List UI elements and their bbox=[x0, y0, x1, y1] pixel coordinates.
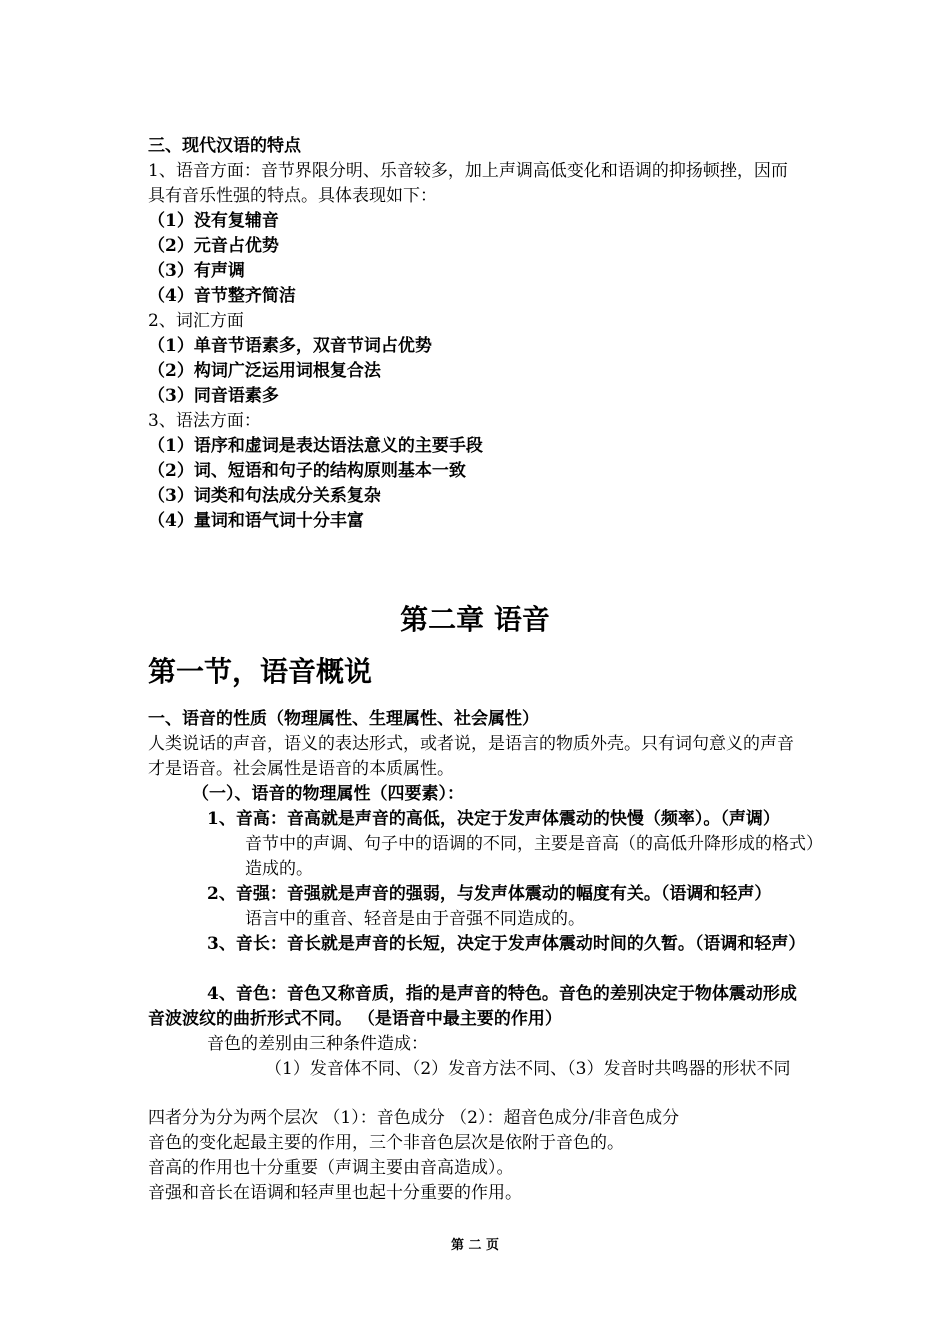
grammar-heading: 3、语法方面： bbox=[148, 411, 261, 431]
summary-line: 音色的变化起最主要的作用，三个非音色层次是依附于音色的。 bbox=[148, 1133, 624, 1153]
summary-line: 音强和音长在语调和轻声里也起十分重要的作用。 bbox=[148, 1183, 522, 1203]
summary-line: 四者分为分为两个层次 （1）：音色成分 （2）：超音色成分/非音色成分 bbox=[148, 1108, 680, 1128]
phonetics-intro-line-2: 具有音乐性强的特点。具体表现如下： bbox=[148, 186, 437, 206]
list-item: （3）词类和句法成分关系复杂 bbox=[148, 486, 381, 506]
nature-heading: 一、语音的性质（物理属性、生理属性、社会属性） bbox=[148, 709, 539, 729]
length-line: 3、音长：音长就是声音的长短，决定于发声体震动时间的久暂。（语调和轻声） bbox=[207, 934, 806, 954]
page-number: 第 二 页 bbox=[450, 1238, 500, 1253]
list-item: （1）没有复辅音 bbox=[148, 211, 279, 231]
list-item: （1）单音节语素多，双音节词占优势 bbox=[148, 336, 432, 356]
pitch-line: 1、音高：音高就是声音的高低，决定于发声体震动的快慢（频率）。（声调） bbox=[207, 809, 780, 829]
vocab-heading: 2、词汇方面 bbox=[148, 311, 244, 331]
chapter-title: 第二章 语音 bbox=[400, 603, 550, 636]
list-item: （1）语序和虚词是表达语法意义的主要手段 bbox=[148, 436, 483, 456]
intensity-line: 2、音强：音强就是声音的强弱，与发声体震动的幅度有关。（语调和轻声） bbox=[207, 884, 772, 904]
timbre-line-1: 4、音色：音色又称音质，指的是声音的特色。音色的差别决定于物体震动形成 bbox=[207, 984, 797, 1004]
nature-desc-line-2: 才是语音。社会属性是语音的本质属性。 bbox=[148, 759, 454, 779]
phonetics-intro-line-1: 1、语音方面：音节界限分明、乐音较多，加上声调高低变化和语调的抑扬顿挫，因而 bbox=[148, 161, 788, 181]
timbre-conditions-list: （1）发音体不同、（2）发音方法不同、（3）发音时共鸣器的形状不同 bbox=[265, 1059, 791, 1079]
list-item: （3）有声调 bbox=[148, 261, 245, 281]
section-title: 第一节，语音概说 bbox=[148, 655, 373, 688]
pitch-note-line-2: 造成的。 bbox=[245, 859, 313, 879]
list-item: （2）构词广泛运用词根复合法 bbox=[148, 361, 381, 381]
pitch-note-line-1: 音节中的声调、句子中的语调的不同，主要是音高（的高低升降形成的格式） bbox=[245, 834, 823, 854]
timbre-line-2: 音波波纹的曲折形式不同。 （是语音中最主要的作用） bbox=[148, 1009, 562, 1029]
physical-heading: （一）、语音的物理属性（四要素）： bbox=[192, 784, 464, 804]
timbre-conditions: 音色的差别由三种条件造成： bbox=[207, 1034, 428, 1054]
list-item: （4）量词和语气词十分丰富 bbox=[148, 511, 364, 531]
list-item: （4）音节整齐简洁 bbox=[148, 286, 296, 306]
intensity-note: 语言中的重音、轻音是由于音强不同造成的。 bbox=[245, 909, 585, 929]
list-item: （3）同音语素多 bbox=[148, 386, 279, 406]
list-item: （2）词、短语和句子的结构原则基本一致 bbox=[148, 461, 466, 481]
nature-desc-line-1: 人类说话的声音，语义的表达形式，或者说，是语言的物质外壳。只有词句意义的声音 bbox=[148, 734, 794, 754]
section-heading-features: 三、现代汉语的特点 bbox=[148, 136, 301, 156]
list-item: （2）元音占优势 bbox=[148, 236, 279, 256]
summary-line: 音高的作用也十分重要（声调主要由音高造成）。 bbox=[148, 1158, 514, 1178]
